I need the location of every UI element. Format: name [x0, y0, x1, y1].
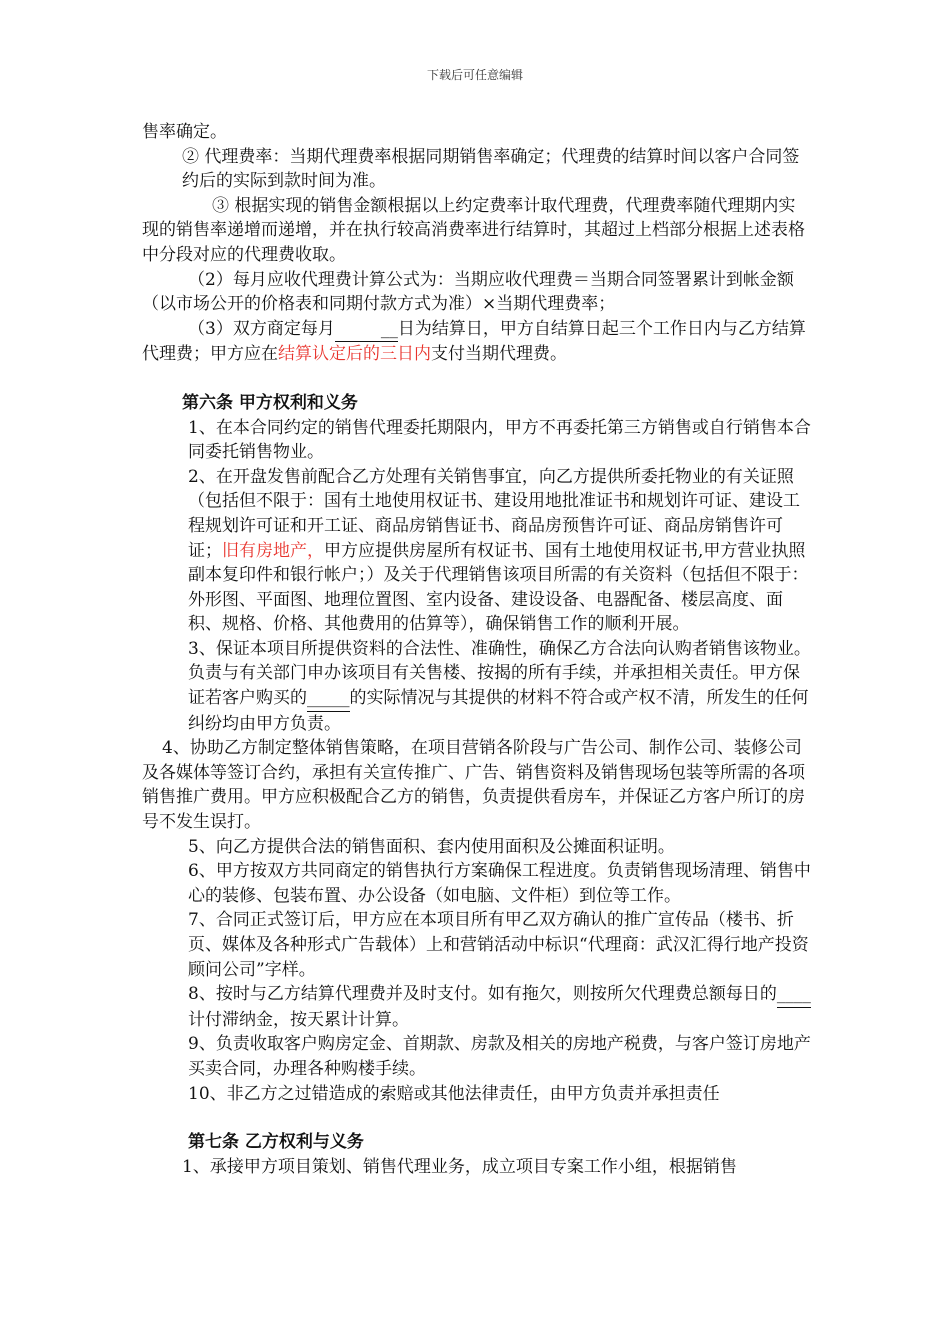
- text-run: 计付滞纳金，按天累计计算。: [188, 1009, 409, 1030]
- highlighted-text: 旧有房地产，: [222, 540, 324, 561]
- list-item: 1、承接甲方项目策划、销售代理业务，成立项目专案工作小组，根据销售: [182, 1156, 737, 1177]
- list-item: [142, 982, 812, 1032]
- list-item: [142, 465, 812, 637]
- section-heading: 第六条 甲方权利和义务: [182, 392, 358, 413]
- section-heading: 第七条 乙方权利与义务: [188, 1132, 364, 1153]
- list-item: 7、合同正式签订后，甲方应在本项目所有甲乙双方确认的推广宣传品（楼书、折页、媒体及各种形式广告载体）上和营销活动中标识“代理商：武汉汇得行地产投资顾问公司”字样。: [188, 910, 809, 980]
- spacer: [142, 1106, 812, 1130]
- text-run: 的实际情况与其提供的材料不符合或产权不清，所发生的任何纠纷均由甲方负责。: [188, 688, 809, 734]
- list-item: 1、在本合同约定的销售代理委托期限内，甲方不再委托第三方销售或自行销售本合同委托销售物业。: [188, 417, 811, 463]
- list-item: 6、甲方按双方共同商定的销售执行方案确保工程进度。负责销售现场清理、销售中心的装修、包装布置、办公设备（如电脑、文件柜）到位等工作。: [188, 861, 811, 906]
- list-item: 10、非乙方之过错造成的索赔或其他法律责任，由甲方负责并承担责任: [188, 1083, 720, 1104]
- page-header: 下载后可任意编辑: [426, 68, 523, 82]
- blank-field: ____: [777, 982, 811, 1008]
- blank-field: __: [335, 317, 398, 343]
- text-run: 3、保证本项目所提供资料的合法性、准确性，确保乙方合法向认购者销售该物业。负责与有关部门申办该项目有关售楼、按揭的所有手续，并承担相关责任。甲方保证若客户购买的: [188, 638, 811, 709]
- text-run: （3）双方商定每月: [188, 318, 335, 339]
- blank-field: _____: [307, 686, 350, 712]
- document-body: [142, 120, 812, 1179]
- paragraph: （2）每月应收代理费计算公式为：当期应收代理费＝当期合同签署累计到帐金额（以市场公开的价格表和同期付款方式为准）×当期代理费率；: [142, 269, 794, 315]
- text-run: 2、在开盘发售前配合乙方处理有关销售事宜，向乙方提供所委托物业的有关证照（包括但不限于：国有土地使用权证书、建设用地批准证书和规划许可证、建设工程规划许可证和开工证、商品房销售证书、商品房预售许可证、商品房销售许可证；: [188, 466, 800, 561]
- text-run: 支付当期代理费。: [431, 344, 567, 365]
- paragraph: ② 代理费率：当期代理费率根据同期销售率确定；代理费的结算时间以客户合同签约后的实际到款时间为准。: [182, 146, 800, 192]
- list-item: 4、协助乙方制定整体销售策略，在项目营销各阶段与广告公司、制作公司、装修公司及各媒体等签订合约，承担有关宣传推广、广告、销售资料及销售现场包装等所需的各项销售推广费用。甲方应积极配合乙方的销售，负责提供看房车，并保证乙方客户所订的房号不发生误打。: [142, 738, 805, 833]
- text-run: 日为结算日，甲方自结算日起三个工作日内与乙方结算代理费；甲方应在: [142, 318, 806, 365]
- list-item: [142, 637, 812, 736]
- highlighted-text: 结算认定后的三日内: [278, 344, 431, 365]
- paragraph: ③ 根据实现的销售金额根据以上约定费率计取代理费，代理费率随代理期内实现的销售率递增而递增，并在执行较高消费率进行结算时，其超过上档部分根据上述表格中分段对应的代理费收取。: [142, 195, 805, 265]
- text-run: 甲方应提供房屋所有权证书、国有土地使用权证书,甲方营业执照副本复印件和银行帐户；）及关于代理销售该项目所需的有关资料（包括但不限于：外形图、平面图、地理位置图、室内设备、建设设备、电器配备、楼层高度、面积、规格、价格、其他费用的估算等），确保销售工作的顺利开展。: [188, 540, 809, 635]
- paragraph: [142, 317, 812, 367]
- text-run: 8、按时与乙方结算代理费并及时支付。如有拖欠，则按所欠代理费总额每日的: [188, 984, 777, 1005]
- list-item: 9、负责收取客户购房定金、首期款、房款及相关的房地产税费，与客户签订房地产买卖合同，办理各种购楼手续。: [188, 1034, 811, 1079]
- spacer: [142, 367, 812, 391]
- paragraph: 售率确定。: [142, 122, 227, 142]
- list-item: 5、向乙方提供合法的销售面积、套内使用面积及公摊面积证明。: [188, 836, 675, 857]
